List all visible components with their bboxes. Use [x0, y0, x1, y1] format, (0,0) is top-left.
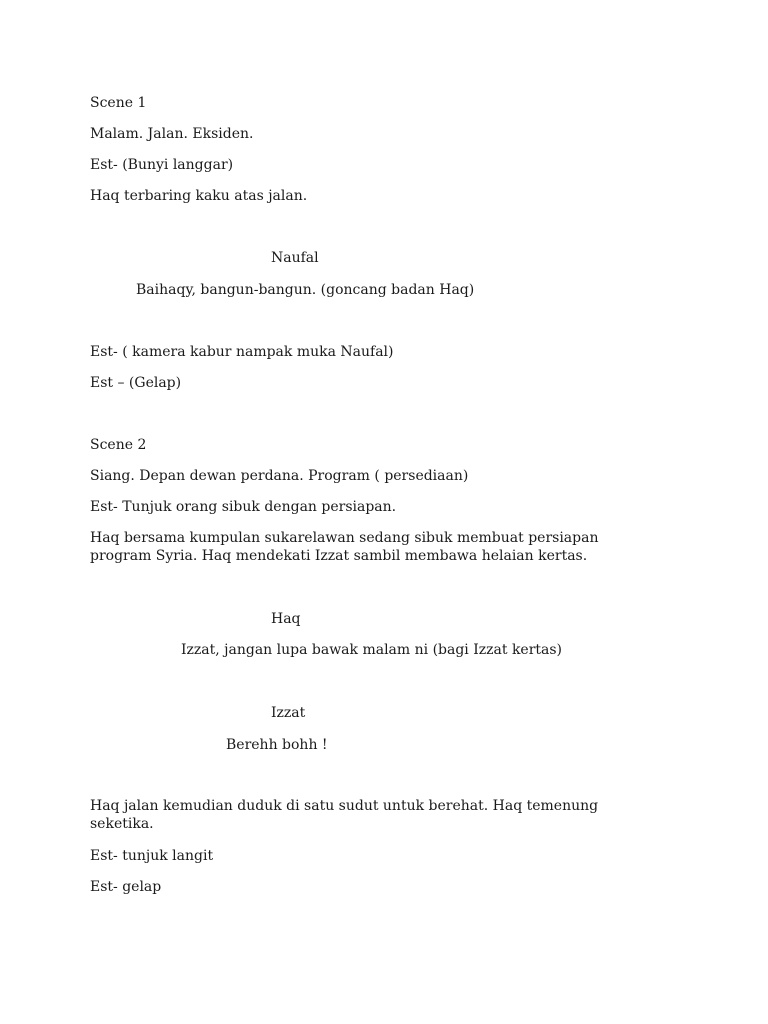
scene-1-est-camera: Est- ( kamera kabur nampak muka Naufal): [90, 344, 394, 360]
scene-1-est-sound: Est- (Bunyi langgar): [90, 157, 234, 173]
scene-2-est-busy: Est- Tunjuk orang sibuk dengan persiapan.: [90, 499, 397, 515]
dialogue-haq: Izzat, jangan lupa bawak malam ni (bagi Izzat kertas): [181, 642, 563, 658]
scene-1-setting: Malam. Jalan. Eksiden.: [90, 126, 254, 142]
dialogue-izzat: Berehh bohh !: [226, 737, 328, 753]
character-name-haq: Haq: [271, 611, 301, 627]
character-name-naufal: Naufal: [271, 250, 319, 266]
scene-2-est-sky: Est- tunjuk langit: [90, 848, 214, 864]
scene-2-action-2: Haq jalan kemudian duduk di satu sudut untuk berehat. Haq temenung seketika.: [90, 798, 599, 832]
scene-2-heading: Scene 2: [90, 437, 147, 453]
dialogue-naufal: Baihaqy, bangun-bangun. (goncang badan Haq): [136, 282, 475, 298]
scene-2-est-dark: Est- gelap: [90, 879, 162, 895]
scene-1-est-dark: Est – (Gelap): [90, 375, 182, 391]
scene-1-action: Haq terbaring kaku atas jalan.: [90, 188, 308, 204]
character-name-izzat: Izzat: [271, 705, 306, 721]
scene-2-setting: Siang. Depan dewan perdana. Program ( persediaan): [90, 468, 469, 484]
scene-2-action: Haq bersama kumpulan sukarelawan sedang sibuk membuat persiapan program Syria. Haq mendekati Izzat sambil membawa helaian kertas.: [90, 530, 599, 564]
scene-1-heading: Scene 1: [90, 95, 147, 111]
